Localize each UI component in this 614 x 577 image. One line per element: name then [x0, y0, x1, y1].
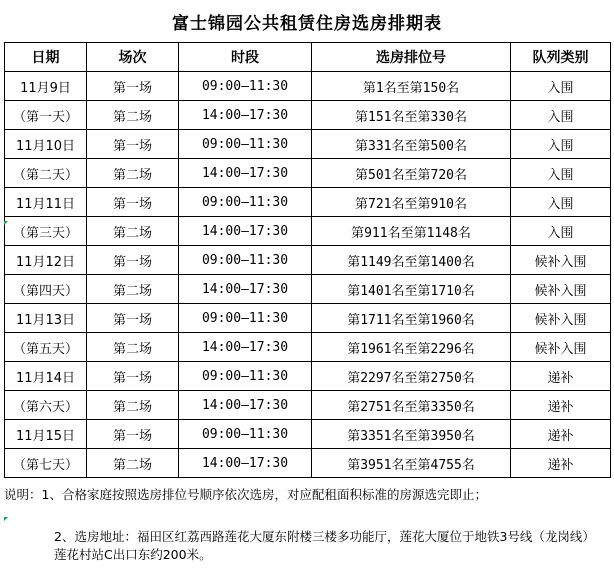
- note-rule: 说明：1、合格家庭按照选房排位号顺序依次选房，对应配租面积标准的房源选完即止；: [4, 487, 487, 502]
- header-session: 场次: [87, 43, 179, 72]
- cell-range: 第3951名至第4755名: [312, 449, 511, 478]
- cell-range: 第911名至第1148名: [312, 217, 511, 246]
- cell-type: 候补入围: [511, 333, 611, 362]
- cell-date: （第六天）: [5, 391, 87, 420]
- schedule-table: [4, 42, 611, 478]
- table-row: [5, 246, 611, 275]
- note-address: 2、选房地址：福田区红荔西路莲花大厦东附楼三楼多功能厅，莲花大厦位于地铁3号线（龙岗线）莲花村站C出口东约200米。: [54, 529, 589, 562]
- cell-range: 第151名至第330名: [312, 101, 511, 130]
- cell-type: 入围: [511, 72, 611, 101]
- cell-time: 14:00—17:30: [179, 217, 312, 246]
- cell-range: 第2297名至第2750名: [312, 362, 511, 391]
- cell-session: 第一场: [87, 246, 179, 275]
- cell-date: 11月15日: [5, 420, 87, 449]
- cell-session: 第二场: [87, 449, 179, 478]
- page-title: 富士锦园公共租赁住房选房排期表: [172, 13, 442, 34]
- table-row: [5, 159, 611, 188]
- cell-time: 09:00—11:30: [179, 130, 312, 159]
- table-row: [5, 420, 611, 449]
- cell-session: 第二场: [87, 333, 179, 362]
- table-row: [5, 333, 611, 362]
- cell-type: 递补: [511, 420, 611, 449]
- cell-marker-icon: [4, 517, 8, 521]
- cell-date: 11月9日: [5, 72, 87, 101]
- cell-type: 递补: [511, 449, 611, 478]
- cell-date: （第四天）: [5, 275, 87, 304]
- table-row: [5, 391, 611, 420]
- cell-range: 第1711名至第1960名: [312, 304, 511, 333]
- cell-date: 11月13日: [5, 304, 87, 333]
- cell-range: 第721名至第910名: [312, 188, 511, 217]
- cell-marker-icon: [4, 221, 8, 225]
- table-row: [5, 130, 611, 159]
- cell-time: 14:00—17:30: [179, 159, 312, 188]
- cell-session: 第一场: [87, 420, 179, 449]
- cell-date: 11月12日: [5, 246, 87, 275]
- cell-time: 09:00—11:30: [179, 188, 312, 217]
- cell-date: 11月11日: [5, 188, 87, 217]
- table-row: [5, 449, 611, 478]
- cell-time: 14:00—17:30: [179, 101, 312, 130]
- header-date: 日期: [5, 43, 87, 72]
- cell-range: 第1149名至第1400名: [312, 246, 511, 275]
- cell-date: （第二天）: [5, 159, 87, 188]
- cell-time: 09:00—11:30: [179, 304, 312, 333]
- header-range: 选房排位号: [312, 43, 511, 72]
- cell-time: 09:00—11:30: [179, 72, 312, 101]
- cell-date: （第五天）: [5, 333, 87, 362]
- cell-date: （第七天）: [5, 449, 87, 478]
- cell-session: 第二场: [87, 159, 179, 188]
- cell-time: 14:00—17:30: [179, 391, 312, 420]
- cell-range: 第3351名至第3950名: [312, 420, 511, 449]
- cell-session: 第一场: [87, 130, 179, 159]
- cell-type: 候补入围: [511, 275, 611, 304]
- cell-type: 入围: [511, 217, 611, 246]
- cell-date: 11月14日: [5, 362, 87, 391]
- cell-type: 入围: [511, 188, 611, 217]
- cell-type: 递补: [511, 391, 611, 420]
- cell-type: 递补: [511, 362, 611, 391]
- header-time: 时段: [179, 43, 312, 72]
- table-row: [5, 101, 611, 130]
- cell-type: 入围: [511, 101, 611, 130]
- cell-range: 第1961名至第2296名: [312, 333, 511, 362]
- cell-time: 09:00—11:30: [179, 420, 312, 449]
- cell-time: 14:00—17:30: [179, 333, 312, 362]
- cell-type: 入围: [511, 130, 611, 159]
- cell-range: 第1名至第150名: [312, 72, 511, 101]
- cell-date: （第一天）: [5, 101, 87, 130]
- cell-time: 14:00—17:30: [179, 449, 312, 478]
- cell-range: 第501名至第720名: [312, 159, 511, 188]
- cell-time: 09:00—11:30: [179, 246, 312, 275]
- cell-type: 入围: [511, 159, 611, 188]
- cell-session: 第二场: [87, 217, 179, 246]
- cell-session: 第二场: [87, 275, 179, 304]
- table-row: [5, 217, 611, 246]
- table-row: [5, 362, 611, 391]
- cell-session: 第一场: [87, 188, 179, 217]
- schedule-body: [5, 72, 611, 478]
- cell-session: 第一场: [87, 72, 179, 101]
- cell-session: 第二场: [87, 101, 179, 130]
- cell-session: 第一场: [87, 362, 179, 391]
- table-row: [5, 188, 611, 217]
- header-type: 队列类别: [511, 43, 611, 72]
- cell-date: （第三天）: [5, 217, 87, 246]
- table-row: [5, 72, 611, 101]
- cell-time: 14:00—17:30: [179, 275, 312, 304]
- cell-time: 09:00—11:30: [179, 362, 312, 391]
- cell-range: 第331名至第500名: [312, 130, 511, 159]
- table-row: [5, 275, 611, 304]
- cell-session: 第二场: [87, 391, 179, 420]
- cell-date: 11月10日: [5, 130, 87, 159]
- cell-type: 候补入围: [511, 246, 611, 275]
- header-row: [5, 43, 611, 72]
- cell-type: 候补入围: [511, 304, 611, 333]
- cell-range: 第2751名至第3350名: [312, 391, 511, 420]
- cell-session: 第一场: [87, 304, 179, 333]
- table-row: [5, 304, 611, 333]
- cell-range: 第1401名至第1710名: [312, 275, 511, 304]
